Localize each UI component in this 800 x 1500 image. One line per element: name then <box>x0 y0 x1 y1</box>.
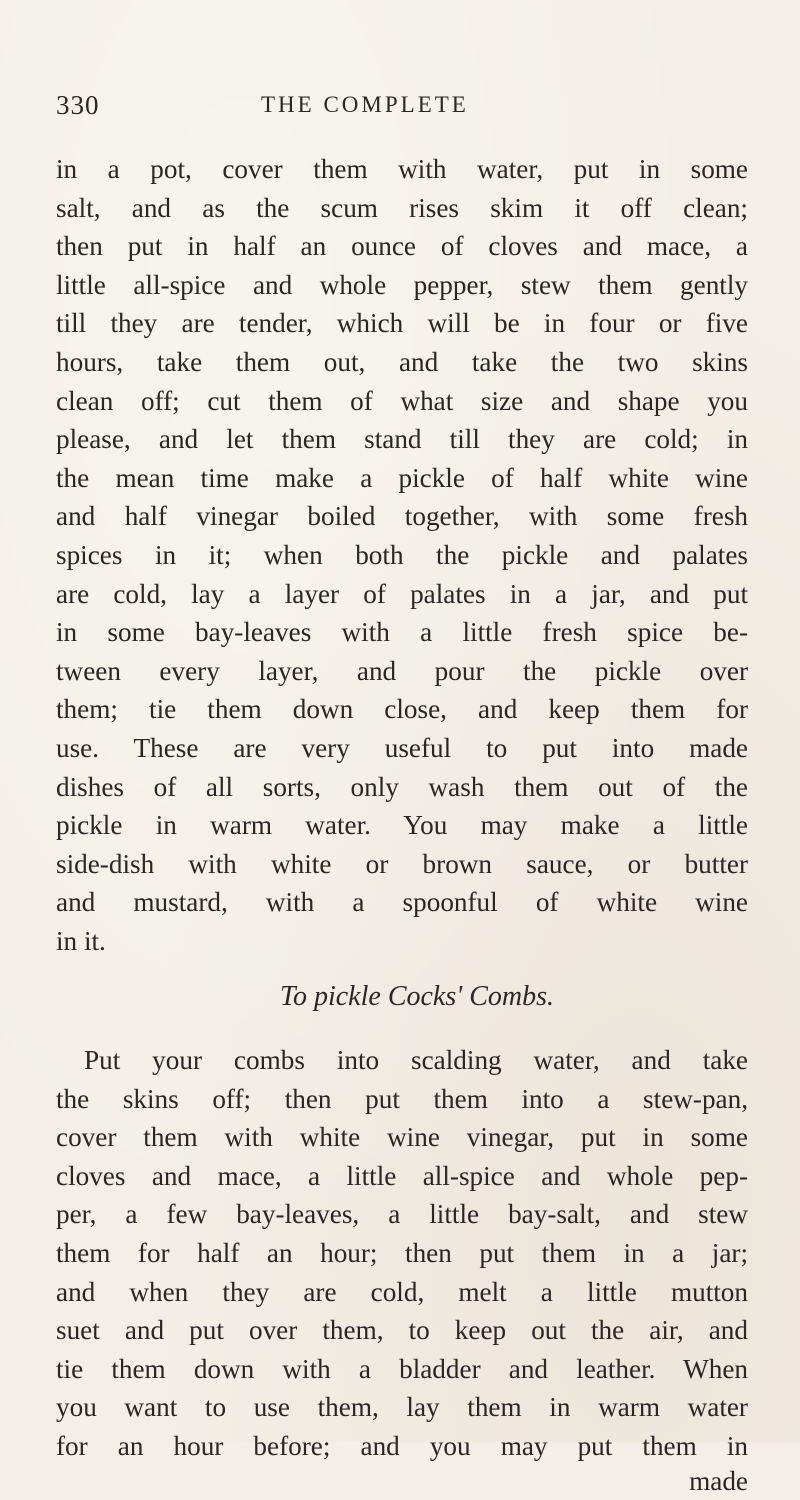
text-line: suet and put over them, to keep out the air, and <box>56 1315 748 1346</box>
running-title: THE COMPLETE <box>261 92 469 117</box>
text-line: in it. <box>56 925 106 956</box>
text-line: and mustard, with a spoonful of white wine <box>56 887 748 918</box>
text-line: you want to use them, lay them in warm water <box>56 1392 748 1423</box>
paragraph-cocks-combs <box>56 1041 748 1466</box>
text-line: cloves and mace, a little all-spice and whole pep- <box>56 1160 748 1191</box>
catchword: made <box>689 1465 748 1496</box>
text-line: Put your combs into scalding water, and take <box>84 1045 748 1076</box>
text-line: please, and let them stand till they are cold; in <box>56 424 748 455</box>
paragraph-palates <box>56 150 748 960</box>
text-line: per, a few bay-leaves, a little bay-salt, and stew <box>56 1199 748 1230</box>
text-line: them for half an hour; then put them in a jar; <box>56 1238 748 1269</box>
running-head <box>56 90 746 130</box>
text-line: them; tie them down close, and keep them for <box>56 694 748 725</box>
text-line: clean off; cut them of what size and shape you <box>56 385 748 416</box>
text-line: dishes of all sorts, only wash them out of the <box>56 771 748 802</box>
text-line: tween every layer, and pour the pickle over <box>56 655 748 686</box>
text-line: use. These are very useful to put into made <box>56 732 748 763</box>
text-line: pickle in warm water. You may make a little <box>56 810 748 841</box>
text-line: for an hour before; and you may put them in <box>56 1431 748 1461</box>
text-line: cover them with white wine vinegar, put in some <box>56 1122 748 1153</box>
text-line: in a pot, cover them with water, put in some <box>56 154 748 184</box>
text-line: and when they are cold, melt a little mutton <box>56 1276 748 1307</box>
text-line: tie them down with a bladder and leather. When <box>56 1353 748 1384</box>
body-text <box>56 150 748 1500</box>
page-number: 330 <box>56 90 100 120</box>
text-line: salt, and as the scum rises skim it off clean; <box>56 192 748 223</box>
recipe-heading: To pickle Cocks' Combs. <box>279 981 555 1013</box>
text-line: side-dish with white or brown sauce, or butter <box>56 848 748 879</box>
text-line: hours, take them out, and take the two skins <box>56 346 748 377</box>
text-line: and half vinegar boiled together, with some fresh <box>56 501 748 532</box>
text-line: in some bay-leaves with a little fresh spice be- <box>56 617 748 648</box>
text-line: then put in half an ounce of cloves and mace, a <box>56 231 748 262</box>
text-line: spices in it; when both the pickle and palates <box>56 539 748 570</box>
text-line: little all-spice and whole pepper, stew them gently <box>56 269 748 300</box>
text-line: the mean time make a pickle of half white wine <box>56 462 748 493</box>
text-line: are cold, lay a layer of palates in a jar, and put <box>56 578 748 609</box>
text-line: the skins off; then put them into a stew-pan, <box>56 1083 748 1114</box>
text-line: till they are tender, which will be in four or five <box>56 308 748 339</box>
